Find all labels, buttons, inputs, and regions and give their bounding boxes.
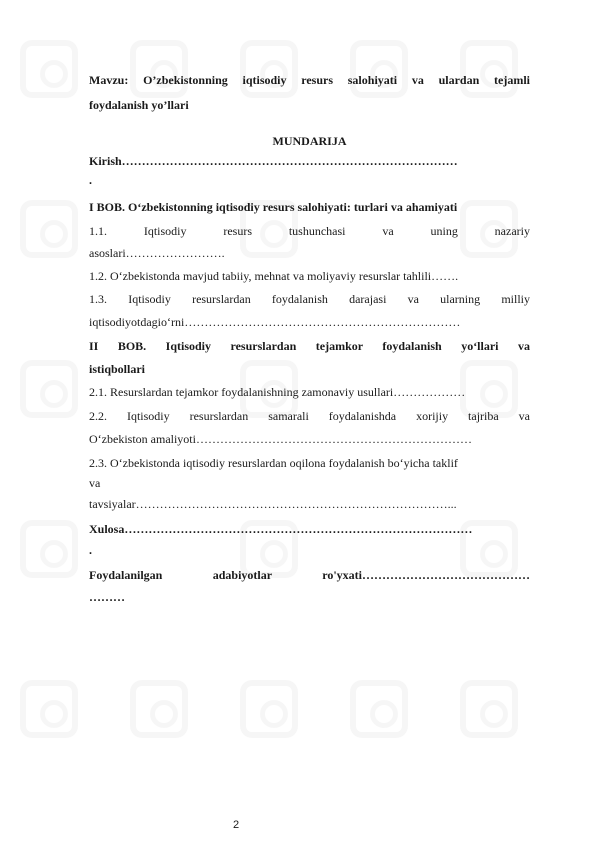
toc-entry-2-3-cont: va	[89, 476, 101, 490]
toc-heading: MUNDARIJA	[272, 134, 347, 148]
toc-entry-adabiyotlar: Foydalanilgan adabiyotlar ro'yxati……………………………………	[89, 568, 530, 582]
toc-entry-1-1-cont: asoslari…………………….	[89, 246, 225, 260]
toc-entry-kirish-cont: .	[89, 173, 92, 187]
toc-entry-1-2: 1.2. O‘zbekistonda mavjud tabiiy, mehnat va moliyaviy resurslar tahlili…….	[89, 269, 459, 283]
toc-entry-xulosa-cont: .	[89, 543, 92, 557]
toc-entry-kirish: Kirish…………………………………………………………………………	[89, 154, 458, 168]
toc-entry-xulosa: Xulosa……………………………………………………………………………	[89, 522, 473, 536]
toc-entry-2-3-cont2: tavsiyalar……………………………………………………………………...	[89, 497, 457, 511]
toc-entry-2-2: 2.2. Iqtisodiy resurslardan samarali foydalanishda xorijiy tajriba va	[89, 409, 530, 423]
toc-entry-bob2-cont: istiqbollari	[89, 362, 146, 376]
toc-entry-2-3: 2.3. O‘zbekistonda iqtisodiy resurslardan oqilona foydalanish bo‘yicha taklif	[89, 456, 458, 470]
toc-entry-2-2-cont: O‘zbekiston amaliyoti……………………………………………………………	[89, 432, 472, 446]
toc-entry-adabiyotlar-cont: ………	[89, 590, 125, 604]
toc-entry-2-1: 2.1. Resurslardan tejamkor foydalanishning zamonaviy usullari………………	[89, 385, 466, 399]
toc-entry-1-1: 1.1. Iqtisodiy resurs tushunchasi va uning nazariy	[89, 224, 530, 238]
page-number: 2	[233, 819, 240, 831]
toc-entry-1-3: 1.3. Iqtisodiy resurslardan foydalanish darajasi va ularning milliy	[89, 292, 530, 306]
toc-entry-1-3-cont: iqtisodiyotdagio‘rni……………………………………………………………	[89, 315, 461, 329]
toc-entry-bob1: I BOB. O‘zbekistonning iqtisodiy resurs salohiyati: turlari va ahamiyati	[89, 200, 458, 214]
title-line-1: Mavzu: O’zbekistonning iqtisodiy resurs salohiyati va ulardan tejamli	[89, 73, 530, 87]
title-line-2: foydalanish yo’llari	[89, 98, 189, 112]
toc-entry-bob2: II BOB. Iqtisodiy resurslardan tejamkor foydalanish yo‘llari va	[89, 339, 530, 353]
